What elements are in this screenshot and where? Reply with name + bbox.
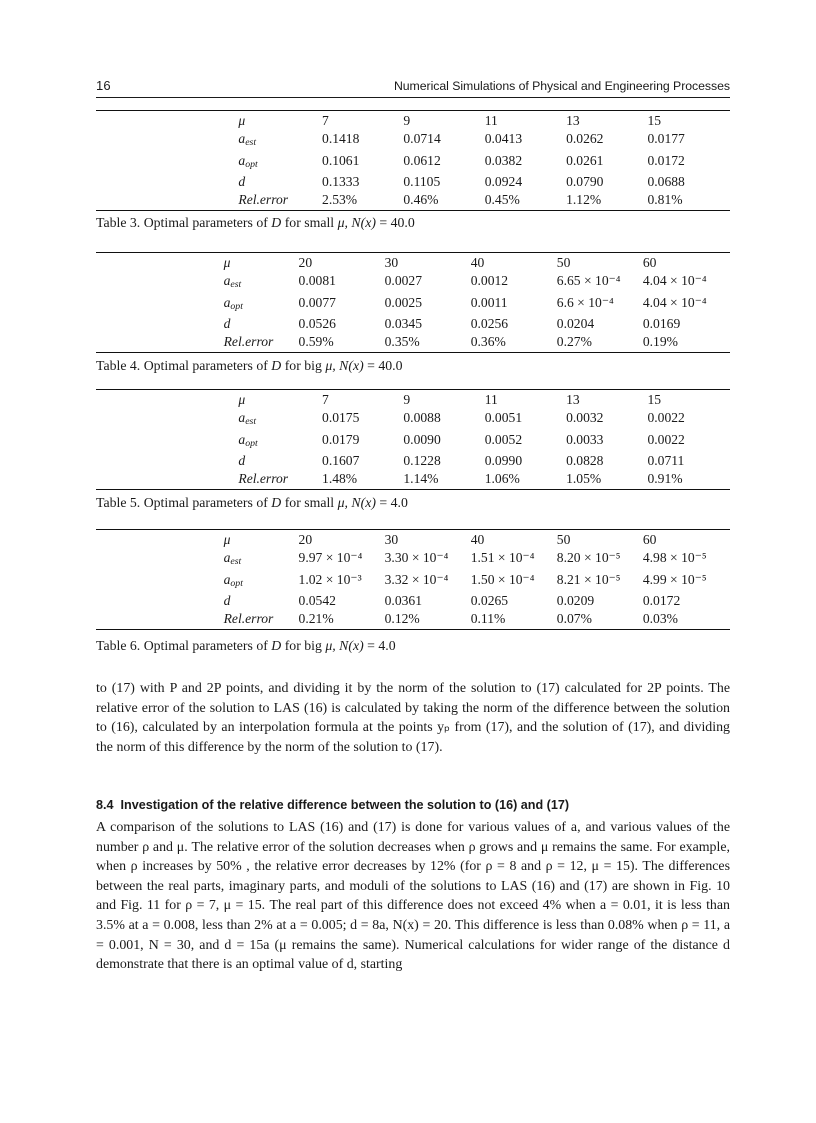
cell: 50 (557, 530, 643, 549)
caption-symbol-mu: μ, (337, 495, 348, 510)
cell: 1.14% (403, 470, 484, 489)
row-indent (96, 610, 224, 629)
caption-qualifier: for big (284, 358, 322, 373)
cell: 9 (403, 390, 484, 409)
row-tail (729, 333, 730, 352)
caption-symbol-mu: μ, (337, 215, 348, 230)
cell: 4.98 × 10⁻⁵ (642, 550, 707, 566)
table-row (96, 130, 730, 151)
cell: 0.0711 (647, 452, 685, 468)
caption-label: Table 4. Optimal parameters of (96, 358, 268, 373)
cell: 0.0612 (403, 152, 441, 168)
row-label (224, 591, 299, 610)
row-indent (96, 549, 224, 570)
row-label (238, 409, 322, 430)
row-tail (729, 451, 730, 470)
table-3-caption (96, 214, 730, 231)
cell: 1.02 × 10⁻³ (298, 571, 362, 587)
cell: 2.53% (322, 191, 403, 210)
cell: 0.19% (643, 333, 729, 352)
row-label (238, 151, 322, 172)
row-indent (96, 151, 238, 172)
table-row (96, 610, 730, 629)
cell: 1.12% (566, 191, 647, 210)
table-row (96, 111, 730, 130)
cell: 0.0526 (298, 315, 336, 331)
row-label-text: Rel.error (238, 471, 289, 487)
caption-symbol-N: N(x) (351, 495, 376, 510)
caption-symbol-N: N(x) (339, 358, 364, 373)
row-label-text: a (238, 152, 246, 168)
cell: 0.0011 (470, 294, 508, 310)
cell: 0.1607 (322, 452, 360, 468)
cell: 0.0924 (484, 173, 523, 189)
caption-symbol-mu: μ, (325, 638, 336, 653)
table-row (96, 570, 730, 591)
table-row (96, 430, 730, 451)
table-5-caption (96, 494, 730, 511)
row-label (238, 111, 322, 130)
section-number: 8.4 (96, 798, 114, 812)
caption-value: = 40.0 (367, 358, 403, 373)
table-row (96, 272, 730, 293)
table-6-grid (96, 529, 730, 630)
cell: 7 (322, 390, 403, 409)
table-row (96, 191, 730, 210)
row-label-subscript: est (245, 416, 257, 428)
row-indent (96, 253, 224, 272)
caption-label: Table 6. Optimal parameters of (96, 638, 268, 653)
caption-qualifier: for small (284, 215, 335, 230)
caption-symbol-D: D (271, 638, 282, 653)
row-label (224, 610, 299, 629)
row-tail (729, 549, 730, 570)
cell: 0.0990 (484, 452, 523, 468)
table-row (96, 409, 730, 430)
row-indent (96, 430, 238, 451)
cell: 0.27% (557, 333, 643, 352)
cell: 0.0262 (566, 131, 604, 147)
row-tail (729, 130, 730, 151)
cell: 0.0204 (556, 315, 595, 331)
paragraph-continuation: to (17) with P and 2P points, and dividing it by the norm of the solution to (17) calculated for 2P points. The relative error of the solution to LAS (16) is calculated by taking the norm of the difference between the solution to (16), calculated by an interpolation formula at the points yₚ from (17), and the solution of (17), and dividing the norm of this difference by the norm of the solution to (17). (96, 681, 730, 755)
table-6 (96, 529, 730, 630)
cell: 0.1418 (322, 131, 360, 147)
cell: 9.97 × 10⁻⁴ (298, 550, 363, 566)
cell: 0.0022 (647, 410, 685, 426)
cell: 7 (322, 111, 403, 130)
cell: 0.0714 (403, 131, 441, 147)
row-label-subscript: opt (245, 158, 258, 170)
row-label (224, 253, 299, 272)
row-tail (729, 314, 730, 333)
cell: 0.1105 (403, 173, 441, 189)
row-label-subscript: opt (245, 437, 258, 449)
cell: 0.03% (643, 610, 729, 629)
row-indent (96, 172, 238, 191)
row-tail (729, 409, 730, 430)
row-label-text: d (238, 452, 246, 468)
row-label (238, 470, 322, 489)
cell: 15 (647, 111, 728, 130)
cell: 0.0209 (556, 592, 595, 608)
cell: 4.99 × 10⁻⁵ (642, 571, 707, 587)
cell: 50 (557, 253, 643, 272)
row-label-text: a (238, 131, 246, 147)
row-label (224, 314, 299, 333)
cell: 60 (643, 530, 729, 549)
cell: 0.0033 (566, 431, 604, 447)
row-tail (729, 470, 730, 489)
table-3-grid (96, 110, 730, 211)
cell: 11 (485, 111, 566, 130)
caption-symbol-D: D (271, 358, 282, 373)
row-label-text: μ (223, 254, 231, 270)
row-tail (729, 430, 730, 451)
row-label-text: a (223, 571, 231, 587)
table-3 (96, 110, 730, 211)
row-label-text: d (223, 315, 231, 331)
cell: 40 (471, 253, 557, 272)
cell: 3.32 × 10⁻⁴ (384, 571, 449, 587)
cell: 0.0051 (484, 410, 523, 426)
caption-symbol-N: N(x) (351, 215, 376, 230)
cell: 0.0688 (647, 173, 685, 189)
row-tail (729, 151, 730, 172)
cell: 0.0027 (384, 273, 423, 289)
row-label-subscript: est (245, 137, 257, 149)
row-indent (96, 272, 224, 293)
row-indent (96, 333, 224, 352)
cell: 0.46% (403, 191, 484, 210)
cell: 15 (647, 390, 728, 409)
caption-label: Table 5. Optimal parameters of (96, 495, 268, 510)
cell: 6.6 × 10⁻⁴ (556, 294, 614, 310)
cell: 13 (566, 390, 647, 409)
page-running-header (96, 78, 730, 98)
cell: 0.12% (385, 610, 471, 629)
table-row (96, 314, 730, 333)
row-label (224, 570, 299, 591)
cell: 3.30 × 10⁻⁴ (384, 550, 449, 566)
row-tail (729, 591, 730, 610)
cell: 0.0032 (566, 410, 604, 426)
row-indent (96, 570, 224, 591)
row-indent (96, 191, 238, 210)
row-label-text: μ (223, 531, 231, 547)
row-tail (729, 390, 730, 409)
row-indent (96, 111, 238, 130)
cell: 0.0052 (484, 431, 523, 447)
table-row (96, 470, 730, 489)
cell: 6.65 × 10⁻⁴ (556, 273, 621, 289)
row-label-text: a (238, 431, 246, 447)
row-label-subscript: opt (230, 300, 243, 312)
cell: 0.0077 (298, 294, 336, 310)
cell: 0.0179 (322, 431, 360, 447)
row-tail (729, 172, 730, 191)
table-row (96, 333, 730, 352)
cell: 0.0175 (322, 410, 360, 426)
caption-qualifier: for big (284, 638, 322, 653)
table-6-caption (96, 637, 730, 654)
cell: 13 (566, 111, 647, 130)
caption-symbol-mu: μ, (325, 358, 336, 373)
row-label-text: Rel.error (223, 334, 274, 350)
cell: 0.59% (299, 333, 385, 352)
row-label-text: d (223, 592, 231, 608)
page-number: 16 (96, 78, 111, 93)
cell: 0.0172 (642, 592, 681, 608)
row-label-subscript: opt (230, 577, 243, 589)
cell: 0.0413 (484, 131, 523, 147)
table-row (96, 390, 730, 409)
cell: 0.0382 (484, 152, 523, 168)
caption-qualifier: for small (284, 495, 335, 510)
cell: 1.50 × 10⁻⁴ (470, 571, 535, 587)
row-label-text: μ (238, 112, 246, 128)
cell: 1.05% (566, 470, 647, 489)
row-label (224, 272, 299, 293)
caption-label: Table 3. Optimal parameters of (96, 215, 268, 230)
cell: 4.04 × 10⁻⁴ (642, 294, 707, 310)
cell: 20 (299, 253, 385, 272)
table-4-grid (96, 252, 730, 353)
cell: 0.0261 (566, 152, 604, 168)
section-title: Investigation of the relative difference between the solution to (16) and (17) (120, 798, 570, 812)
row-label-text: Rel.error (223, 611, 274, 627)
row-tail (729, 293, 730, 314)
cell: 9 (403, 111, 484, 130)
caption-symbol-D: D (271, 215, 282, 230)
cell: 0.0256 (470, 315, 509, 331)
table-4 (96, 252, 730, 353)
cell: 0.0542 (298, 592, 336, 608)
cell: 0.36% (471, 333, 557, 352)
cell: 0.0090 (403, 431, 441, 447)
table-5-grid (96, 389, 730, 490)
cell: 0.45% (485, 191, 566, 210)
row-label (224, 530, 299, 549)
cell: 0.0088 (403, 410, 441, 426)
row-tail (729, 111, 730, 130)
cell: 0.11% (471, 610, 557, 629)
row-indent (96, 470, 238, 489)
row-label-text: a (238, 410, 246, 426)
table-4-caption (96, 357, 730, 374)
row-tail (729, 530, 730, 549)
table-row (96, 451, 730, 470)
cell: 0.0790 (566, 173, 604, 189)
row-label (224, 333, 299, 352)
table-row (96, 549, 730, 570)
row-label-text: a (223, 273, 231, 289)
paragraph-section-8-4: A comparison of the solutions to LAS (16) and (17) is done for various values of a, and various values of the number ρ and μ. The relative error of the solution decreases when ρ grows and μ remains the same. For example, when ρ increases by 50% , the relative error decreases by 12% (for ρ = 8 and ρ = 12, μ = 15). The differences between the real parts, imaginary parts, and moduli of the solutions to LAS (16) and (17) are shown in Fig. 10 and Fig. 11 for ρ = 7, μ = 15. The real part of this difference does not exceed 4% when a = 0.01, it is less than 3.5% at a = 0.008, less than 2% at a = 0.005; d = 8a, N(x) = 20. This difference is less than 0.08% when ρ = 11, a = 0.001, N = 30, and d = 15a (μ remains the same). Numerical calculations for wider range of the distance d demonstrate that there is an optimal value of d, starting (96, 820, 730, 973)
cell: 30 (385, 253, 471, 272)
row-label (238, 390, 322, 409)
page-body (96, 0, 730, 1123)
cell: 0.0172 (647, 152, 685, 168)
table-row (96, 253, 730, 272)
caption-value: = 4.0 (379, 495, 408, 510)
cell: 8.20 × 10⁻⁵ (556, 550, 621, 566)
cell: 0.0081 (298, 273, 336, 289)
row-tail (729, 253, 730, 272)
row-indent (96, 130, 238, 151)
cell: 0.0012 (470, 273, 509, 289)
row-label-text: Rel.error (238, 192, 289, 208)
row-label (238, 172, 322, 191)
row-label-text: a (223, 294, 231, 310)
table-row (96, 293, 730, 314)
running-title: Numerical Simulations of Physical and Engineering Processes (393, 79, 730, 93)
cell: 0.0177 (647, 131, 685, 147)
cell: 30 (385, 530, 471, 549)
cell: 0.0022 (647, 431, 685, 447)
cell: 0.21% (299, 610, 385, 629)
cell: 0.1228 (403, 452, 441, 468)
caption-symbol-D: D (271, 495, 282, 510)
cell: 1.06% (485, 470, 566, 489)
cell: 60 (643, 253, 729, 272)
caption-symbol-N: N(x) (339, 638, 364, 653)
row-tail (729, 272, 730, 293)
table-row (96, 172, 730, 191)
cell: 0.35% (385, 333, 471, 352)
row-tail (729, 191, 730, 210)
row-label-subscript: est (230, 279, 242, 291)
cell: 0.07% (557, 610, 643, 629)
row-label (238, 451, 322, 470)
section-heading-8-4 (96, 797, 730, 813)
row-label (238, 430, 322, 451)
table-row (96, 151, 730, 172)
row-indent (96, 390, 238, 409)
row-label (238, 191, 322, 210)
row-label-subscript: est (230, 556, 242, 568)
row-indent (96, 451, 238, 470)
row-label (224, 293, 299, 314)
cell: 11 (485, 390, 566, 409)
cell: 0.0361 (384, 592, 423, 608)
cell: 0.1333 (322, 173, 360, 189)
row-label-text: d (238, 173, 246, 189)
row-indent (96, 293, 224, 314)
row-label (224, 549, 299, 570)
table-row (96, 530, 730, 549)
row-tail (729, 570, 730, 591)
cell: 0.91% (647, 470, 728, 489)
row-indent (96, 409, 238, 430)
cell: 0.0025 (384, 294, 423, 310)
cell: 0.0828 (566, 452, 604, 468)
table-row (96, 591, 730, 610)
row-label-text: μ (238, 391, 246, 407)
cell: 20 (299, 530, 385, 549)
row-indent (96, 314, 224, 333)
row-indent (96, 530, 224, 549)
row-label (238, 130, 322, 151)
row-label-text: a (223, 550, 231, 566)
cell: 0.81% (647, 191, 728, 210)
cell: 1.51 × 10⁻⁴ (470, 550, 535, 566)
cell: 1.48% (322, 470, 403, 489)
row-tail (729, 610, 730, 629)
cell: 0.1061 (322, 152, 360, 168)
cell: 40 (471, 530, 557, 549)
cell: 4.04 × 10⁻⁴ (642, 273, 707, 289)
row-indent (96, 591, 224, 610)
cell: 0.0345 (384, 315, 423, 331)
caption-value: = 4.0 (367, 638, 396, 653)
cell: 0.0169 (642, 315, 681, 331)
cell: 8.21 × 10⁻⁵ (556, 571, 621, 587)
table-5 (96, 389, 730, 490)
cell: 0.0265 (470, 592, 509, 608)
caption-value: = 40.0 (379, 215, 415, 230)
